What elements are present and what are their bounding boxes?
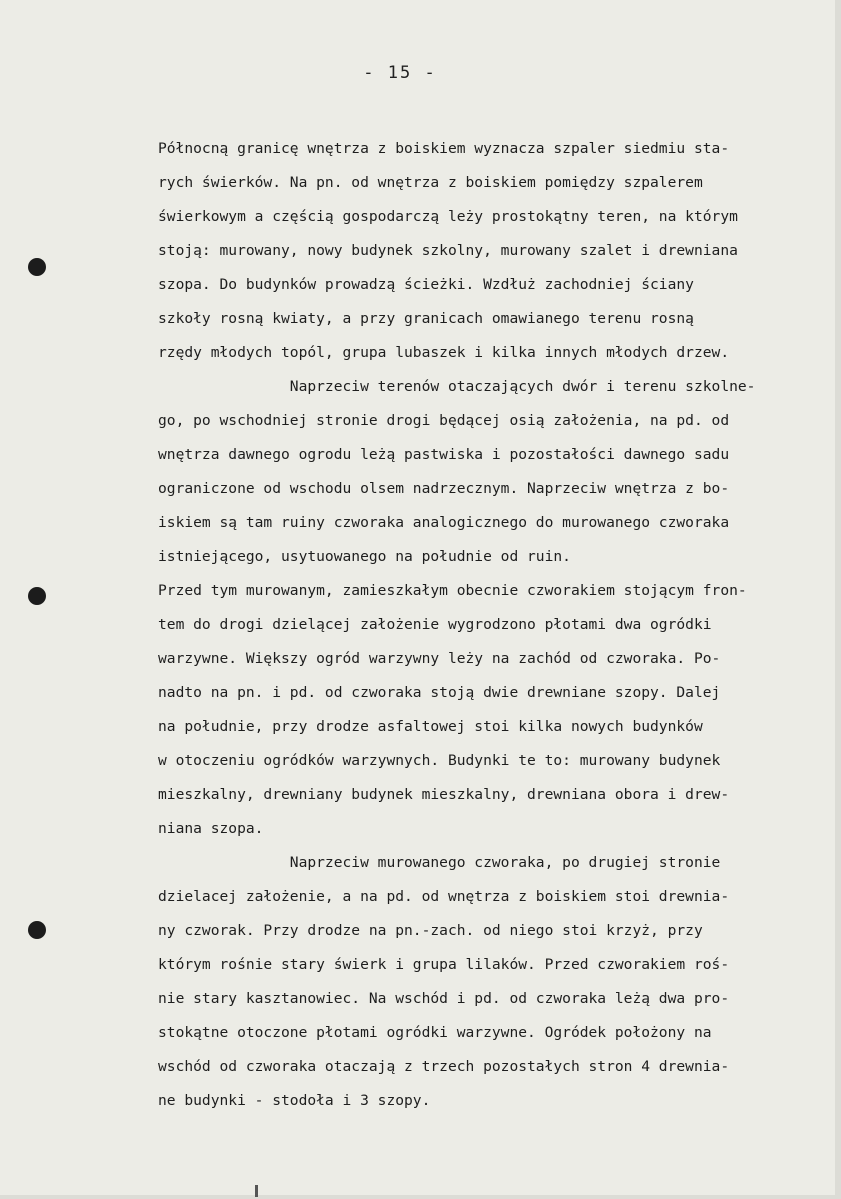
- text-line: stoją: murowany, nowy budynek szkolny, murowany szalet i drewniana: [158, 242, 738, 259]
- text-line: stokątne otoczone płotami ogródki warzywne. Ogródek położony na: [158, 1024, 712, 1041]
- body-text: [158, 132, 833, 1118]
- text-line: iskiem są tam ruiny czworaka analogicznego do murowanego czworaka: [158, 514, 730, 531]
- text-line: nie stary kasztanowiec. Na wschód i pd. od czworaka leżą dwa pro-: [158, 990, 730, 1007]
- text-line: Przed tym murowanym, zamieszkałym obecnie czworakiem stojącym fron-: [158, 582, 747, 599]
- text-line: Północną granicę wnętrza z boiskiem wyznacza szpaler siedmiu sta-: [158, 140, 730, 157]
- text-line: ne budynki - stodoła i 3 szopy.: [158, 1092, 431, 1109]
- punch-hole-middle: [28, 587, 46, 605]
- text-line: tem do drogi dzielącej założenie wygrodzono płotami dwa ogródki: [158, 616, 712, 633]
- ink-mark: [255, 1185, 258, 1197]
- text-line: szopa. Do budynków prowadzą ścieżki. Wzdłuż zachodniej ściany: [158, 276, 694, 293]
- text-line: w otoczeniu ogródków warzywnych. Budynki te to: murowany budynek: [158, 752, 721, 769]
- text-line: świerkowym a częścią gospodarczą leży prostokątny teren, na którym: [158, 208, 738, 225]
- text-line: szkoły rosną kwiaty, a przy granicach omawianego terenu rosną: [158, 310, 694, 327]
- text-line: istniejącego, usytuowanego na południe od ruin.: [158, 548, 571, 565]
- text-line: wnętrza dawnego ogrodu leżą pastwiska i pozostałości dawnego sadu: [158, 446, 730, 463]
- punch-hole-bottom: [28, 921, 46, 939]
- text-line: ny czworak. Przy drodze na pn.-zach. od niego stoi krzyż, przy: [158, 922, 703, 939]
- text-line: nadto na pn. i pd. od czworaka stoją dwie drewniane szopy. Dalej: [158, 684, 721, 701]
- text-line: na południe, przy drodze asfaltowej stoi kilka nowych budynków: [158, 718, 703, 735]
- text-line: ograniczone od wschodu olsem nadrzecznym. Naprzeciw wnętrza z bo-: [158, 480, 730, 497]
- text-line: Naprzeciw murowanego czworaka, po drugiej stronie: [158, 854, 721, 871]
- page-number: - 15 -: [363, 63, 437, 83]
- text-line: rzędy młodych topól, grupa lubaszek i kilka innych młodych drzew.: [158, 344, 730, 361]
- text-line: mieszkalny, drewniany budynek mieszkalny, drewniana obora i drew-: [158, 786, 730, 803]
- text-line: go, po wschodniej stronie drogi będącej osią założenia, na pd. od: [158, 412, 730, 429]
- text-line: rych świerków. Na pn. od wnętrza z boiskiem pomiędzy szpalerem: [158, 174, 703, 191]
- text-line: którym rośnie stary świerk i grupa lilaków. Przed czworakiem roś-: [158, 956, 730, 973]
- text-line: niana szopa.: [158, 820, 264, 837]
- punch-hole-top: [28, 258, 46, 276]
- text-line: dzielacej założenie, a na pd. od wnętrza z boiskiem stoi drewnia-: [158, 888, 730, 905]
- text-line: Naprzeciw terenów otaczających dwór i terenu szkolne-: [158, 378, 756, 395]
- text-line: warzywne. Większy ogród warzywny leży na zachód od czworaka. Po-: [158, 650, 721, 667]
- text-line: wschód od czworaka otaczają z trzech pozostałych stron 4 drewnia-: [158, 1058, 730, 1075]
